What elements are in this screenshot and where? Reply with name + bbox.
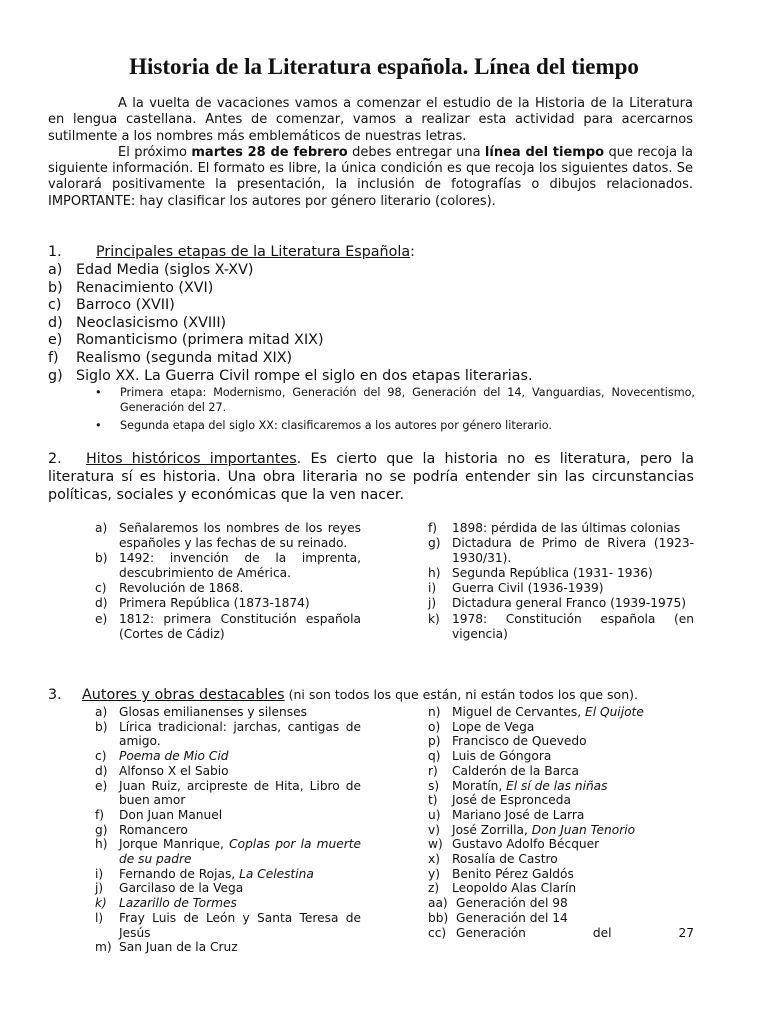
section-1-heading xyxy=(48,244,415,262)
item-letter: e) xyxy=(95,611,108,626)
item-letter: q) xyxy=(428,749,441,764)
item-plain: Francisco de Quevedo xyxy=(452,734,587,749)
list-item xyxy=(48,332,533,350)
section-2-number: 2. xyxy=(48,451,62,467)
item-plain: Miguel de Cervantes, xyxy=(452,705,586,719)
item-plain: Primera República (1873-1874) xyxy=(119,596,310,611)
item-text xyxy=(119,581,361,596)
item-plain: Garcilaso de la Vega xyxy=(119,881,244,896)
list-item xyxy=(95,779,361,808)
historic-milestones-left xyxy=(95,521,361,642)
item-text xyxy=(452,705,694,720)
list-item xyxy=(95,940,361,955)
list-item xyxy=(428,881,694,896)
item-plain: Segunda República (1931- 1936) xyxy=(452,566,653,581)
item-plain: Jorque Manrique, xyxy=(119,837,230,852)
item-plain: Mariano José de Larra xyxy=(452,807,585,822)
item-text xyxy=(452,779,694,794)
item-text xyxy=(452,720,694,735)
item-text: Edad Media (siglos X-XV) xyxy=(76,262,254,278)
list-item xyxy=(428,566,694,581)
item-plain: Luis de Góngora xyxy=(452,749,552,764)
item-work-title: El sí de las niñas xyxy=(506,778,608,793)
section-2-block xyxy=(48,451,694,504)
item-text xyxy=(119,837,361,866)
item-plain: San Juan de la Cruz xyxy=(119,940,238,955)
item-text xyxy=(452,536,694,566)
item-text: Renacimiento (XVI) xyxy=(76,279,214,296)
section-3-heading xyxy=(48,686,638,704)
item-letter: p) xyxy=(428,734,441,749)
due-date: martes 28 de febrero xyxy=(191,144,348,160)
item-text xyxy=(119,749,361,764)
item-plain: Moratín, xyxy=(452,778,507,793)
twentieth-century-bullets xyxy=(95,386,695,438)
item-text xyxy=(452,793,694,808)
item-text xyxy=(119,596,361,611)
item-text xyxy=(452,837,694,852)
item-letter: e) xyxy=(95,778,108,793)
item-letter: a) xyxy=(95,705,108,719)
item-text xyxy=(452,521,694,536)
section-1-colon: : xyxy=(410,244,415,260)
item-work-title: Coplas por la muerte de su padre xyxy=(119,837,361,867)
section-1-title: Principales etapas de la Literatura Española xyxy=(96,244,411,260)
item-text xyxy=(452,734,694,749)
item-letter: g) xyxy=(48,367,63,384)
item-work-title: Lazarillo de Tormes xyxy=(119,896,237,911)
intro-paragraph-2 xyxy=(48,145,693,210)
item-plain: Guerra Civil (1936-1939) xyxy=(452,581,604,596)
item-letter: f) xyxy=(95,807,105,822)
item-letter: d) xyxy=(48,314,63,331)
item-letter: c) xyxy=(48,297,62,314)
section-1-number: 1. xyxy=(48,244,62,260)
authors-right xyxy=(428,705,694,940)
item-letter: o) xyxy=(428,719,441,734)
item-letter: bb) xyxy=(428,910,449,925)
item-text xyxy=(456,911,694,926)
item-text xyxy=(456,896,694,911)
list-item xyxy=(48,368,533,386)
list-item xyxy=(428,612,694,642)
item-plain: Glosas emilianenses y silenses xyxy=(119,705,307,719)
item-plain: Revolución de 1868. xyxy=(119,581,244,596)
list-item xyxy=(95,720,361,749)
list-item xyxy=(428,581,694,596)
item-letter: x) xyxy=(428,852,440,867)
list-item xyxy=(95,612,361,642)
item-letter: i) xyxy=(428,581,437,596)
list-item xyxy=(95,705,361,720)
item-letter: t) xyxy=(428,793,438,808)
bullet-item xyxy=(95,419,695,434)
list-item xyxy=(428,705,694,720)
item-plain: José de Espronceda xyxy=(452,793,571,808)
item-text: Siglo XX. La Guerra Civil rompe el siglo en dos etapas literarias. xyxy=(76,367,533,384)
item-text xyxy=(452,823,694,838)
item-plain: Calderón de la Barca xyxy=(452,763,579,778)
list-item xyxy=(428,779,694,794)
section-2-text: . Es cierto que la historia no es literatura, pero la literatura sí es historia. Una obra literaria no se podría entender sin las circunstancias políticas, sociales y económicas que la ven nacer. xyxy=(48,451,694,503)
item-work-title: Poema de Mio Cid xyxy=(119,749,229,764)
item-plain: Don Juan Manuel xyxy=(119,807,223,822)
item-text xyxy=(119,779,361,808)
item-text xyxy=(119,823,361,838)
item-plain: Dictadura general Franco (1939-1975) xyxy=(452,596,687,611)
item-letter: m) xyxy=(95,940,112,955)
list-item xyxy=(428,793,694,808)
list-item xyxy=(428,720,694,735)
item-plain: Juan Ruiz, arcipreste de Hita, Libro de buen amor xyxy=(119,778,361,808)
item-text xyxy=(452,881,694,896)
list-item xyxy=(95,764,361,779)
list-item xyxy=(95,867,361,882)
list-item xyxy=(428,749,694,764)
item-text xyxy=(456,926,694,941)
item-text xyxy=(119,705,361,720)
item-plain: 1812: primera Constitución española (Cortes de Cádiz) xyxy=(119,611,361,641)
item-letter: f) xyxy=(428,521,438,535)
section-3-number: 3. xyxy=(48,687,62,703)
list-item xyxy=(428,521,694,536)
item-work-title: La Celestina xyxy=(239,866,314,881)
bullet-text: Segunda etapa del siglo XX: clasificaremos a los autores por género literario. xyxy=(120,419,552,433)
item-text xyxy=(119,551,361,581)
item-letter: v) xyxy=(428,822,440,837)
list-item xyxy=(428,911,694,926)
item-text xyxy=(119,896,361,911)
list-item xyxy=(95,551,361,581)
list-item xyxy=(428,867,694,882)
bullet-icon: • xyxy=(95,419,102,433)
list-item xyxy=(48,297,533,315)
bullet-icon: • xyxy=(95,386,102,399)
item-text xyxy=(452,612,694,642)
document-title: Historia de la Literatura española. Línea del tiempo xyxy=(129,54,639,79)
item-letter: g) xyxy=(95,822,108,837)
section-3-title: Autores y obras destacables xyxy=(82,687,285,703)
item-letter: b) xyxy=(48,279,63,296)
item-letter: z) xyxy=(428,881,440,896)
list-item xyxy=(95,911,361,940)
item-letter: u) xyxy=(428,807,441,822)
list-item xyxy=(428,926,694,941)
item-letter: h) xyxy=(95,837,108,852)
item-plain: Generación del 98 xyxy=(456,896,568,911)
item-text xyxy=(119,911,361,940)
item-letter: a) xyxy=(95,521,108,535)
item-plain: Generación del 14 xyxy=(456,910,568,925)
bullet-item xyxy=(95,386,695,415)
item-text xyxy=(452,867,694,882)
item-text: Realismo (segunda mitad XIX) xyxy=(76,349,293,366)
item-plain: Fray Luis de León y Santa Teresa de Jesús xyxy=(119,910,361,940)
item-work-title: El Quijote xyxy=(585,705,644,719)
item-letter: k) xyxy=(95,896,107,911)
item-text xyxy=(452,749,694,764)
intro-p2-c: debes entregar una xyxy=(347,144,485,160)
item-letter: k) xyxy=(428,611,440,626)
item-plain: Alfonso X el Sabio xyxy=(119,763,229,778)
item-text xyxy=(119,720,361,749)
list-item xyxy=(428,596,694,611)
item-letter: i) xyxy=(95,866,104,881)
list-item xyxy=(428,852,694,867)
list-item xyxy=(428,823,694,838)
bullet-text: Primera etapa: Modernismo, Generación del 98, Generación del 14, Vanguardias, Novecentismo, Generación del 27. xyxy=(120,386,695,414)
list-item xyxy=(48,350,533,368)
list-item xyxy=(95,749,361,764)
list-item xyxy=(428,764,694,779)
list-item xyxy=(95,808,361,823)
item-letter: b) xyxy=(95,551,108,566)
item-plain: Rosalía de Castro xyxy=(452,852,558,867)
item-plain: Lírica tradicional: jarchas, cantigas de amigo. xyxy=(119,719,361,749)
item-plain: 1978: Constitución española (en vigencia) xyxy=(452,611,694,641)
item-letter: r) xyxy=(428,763,438,778)
intro-paragraph-1: A la vuelta de vacaciones vamos a comenzar el estudio de la Historia de la Literatura en lengua castellana. Antes de comenzar, vamos a realizar esta actividad para acercarnos sutilmente a los nombres más emblemáticos de nuestras letras. xyxy=(48,96,693,144)
item-letter: d) xyxy=(95,596,108,611)
item-plain: Romancero xyxy=(119,822,188,837)
item-plain: Señalaremos los nombres de los reyes españoles y las fechas de su reinado. xyxy=(119,521,361,551)
item-text xyxy=(119,881,361,896)
item-letter: s) xyxy=(428,778,440,793)
literary-periods-list xyxy=(48,262,533,385)
item-text xyxy=(452,764,694,779)
list-item xyxy=(48,262,533,280)
item-letter: aa) xyxy=(428,896,448,911)
historic-milestones-right xyxy=(428,521,694,642)
item-text xyxy=(452,566,694,581)
list-item xyxy=(95,881,361,896)
list-item xyxy=(95,837,361,866)
item-text xyxy=(452,852,694,867)
item-text xyxy=(119,940,361,955)
intro-p2-a: El próximo xyxy=(118,144,192,160)
item-text xyxy=(119,867,361,882)
item-text xyxy=(452,581,694,596)
item-letter: b) xyxy=(95,719,108,734)
item-text xyxy=(119,808,361,823)
item-word: Generación xyxy=(456,925,526,940)
item-letter: g) xyxy=(428,536,441,551)
item-plain: Leopoldo Alas Clarín xyxy=(452,881,577,896)
section-2-title: Hitos históricos importantes xyxy=(86,451,297,467)
item-text xyxy=(119,521,361,551)
item-text xyxy=(119,612,361,642)
list-item xyxy=(95,581,361,596)
list-item xyxy=(48,280,533,298)
item-letter: a) xyxy=(48,262,63,278)
item-plain: Dictadura de Primo de Rivera (1923-1930/31). xyxy=(452,536,694,566)
item-letter: y) xyxy=(428,866,440,881)
section-3-note: (ni son todos los que están, ni están todos los que son). xyxy=(284,687,638,702)
list-item xyxy=(95,521,361,551)
list-item xyxy=(95,596,361,611)
item-text: Barroco (XVII) xyxy=(76,297,175,314)
item-text xyxy=(119,764,361,779)
item-letter: c) xyxy=(95,749,107,764)
item-letter: j) xyxy=(428,596,437,611)
item-work-title: Don Juan Tenorio xyxy=(531,822,636,837)
list-item xyxy=(48,315,533,333)
item-letter: d) xyxy=(95,763,108,778)
list-item xyxy=(428,536,694,566)
authors-left xyxy=(95,705,361,955)
item-text xyxy=(452,596,694,611)
item-letter: n) xyxy=(428,705,441,719)
list-item xyxy=(428,734,694,749)
item-letter: j) xyxy=(95,881,104,896)
item-plain: 1492: invención de la imprenta, descubrimiento de América. xyxy=(119,551,361,581)
item-text xyxy=(452,808,694,823)
item-letter: cc) xyxy=(428,925,447,940)
item-letter: e) xyxy=(48,332,63,349)
list-item xyxy=(95,896,361,911)
item-plain: Benito Pérez Galdós xyxy=(452,866,574,881)
item-letter: l) xyxy=(95,910,104,925)
item-word: del xyxy=(592,925,612,940)
item-plain: Gustavo Adolfo Bécquer xyxy=(452,837,600,852)
item-letter: h) xyxy=(428,566,441,581)
item-letter: f) xyxy=(48,349,59,366)
item-plain: 1898: pérdida de las últimas colonias xyxy=(452,521,681,535)
item-text: Neoclasicismo (XVIII) xyxy=(76,314,227,331)
list-item xyxy=(428,808,694,823)
list-item xyxy=(428,896,694,911)
item-word: 27 xyxy=(678,925,694,940)
item-plain: Fernando de Rojas, xyxy=(119,866,240,881)
item-text: Romanticismo (primera mitad XIX) xyxy=(76,332,324,349)
item-letter: c) xyxy=(95,581,107,596)
intro-text xyxy=(48,96,693,210)
item-letter: w) xyxy=(428,837,443,852)
timeline-term: línea del tiempo xyxy=(484,144,605,160)
item-plain: José Zorrilla, xyxy=(452,822,532,837)
list-item xyxy=(95,823,361,838)
list-item xyxy=(428,837,694,852)
intro-p2-e: que recoja la siguiente información. El formato es libre, la única condición es que recoja los siguientes datos. Se valorará positivamente la presentación, la inclusión de fotografías o dibujos relacionados. IMPORTANTE: hay clasificar los autores por género literario (colores). xyxy=(48,144,694,209)
item-plain: Lope de Vega xyxy=(452,719,535,734)
